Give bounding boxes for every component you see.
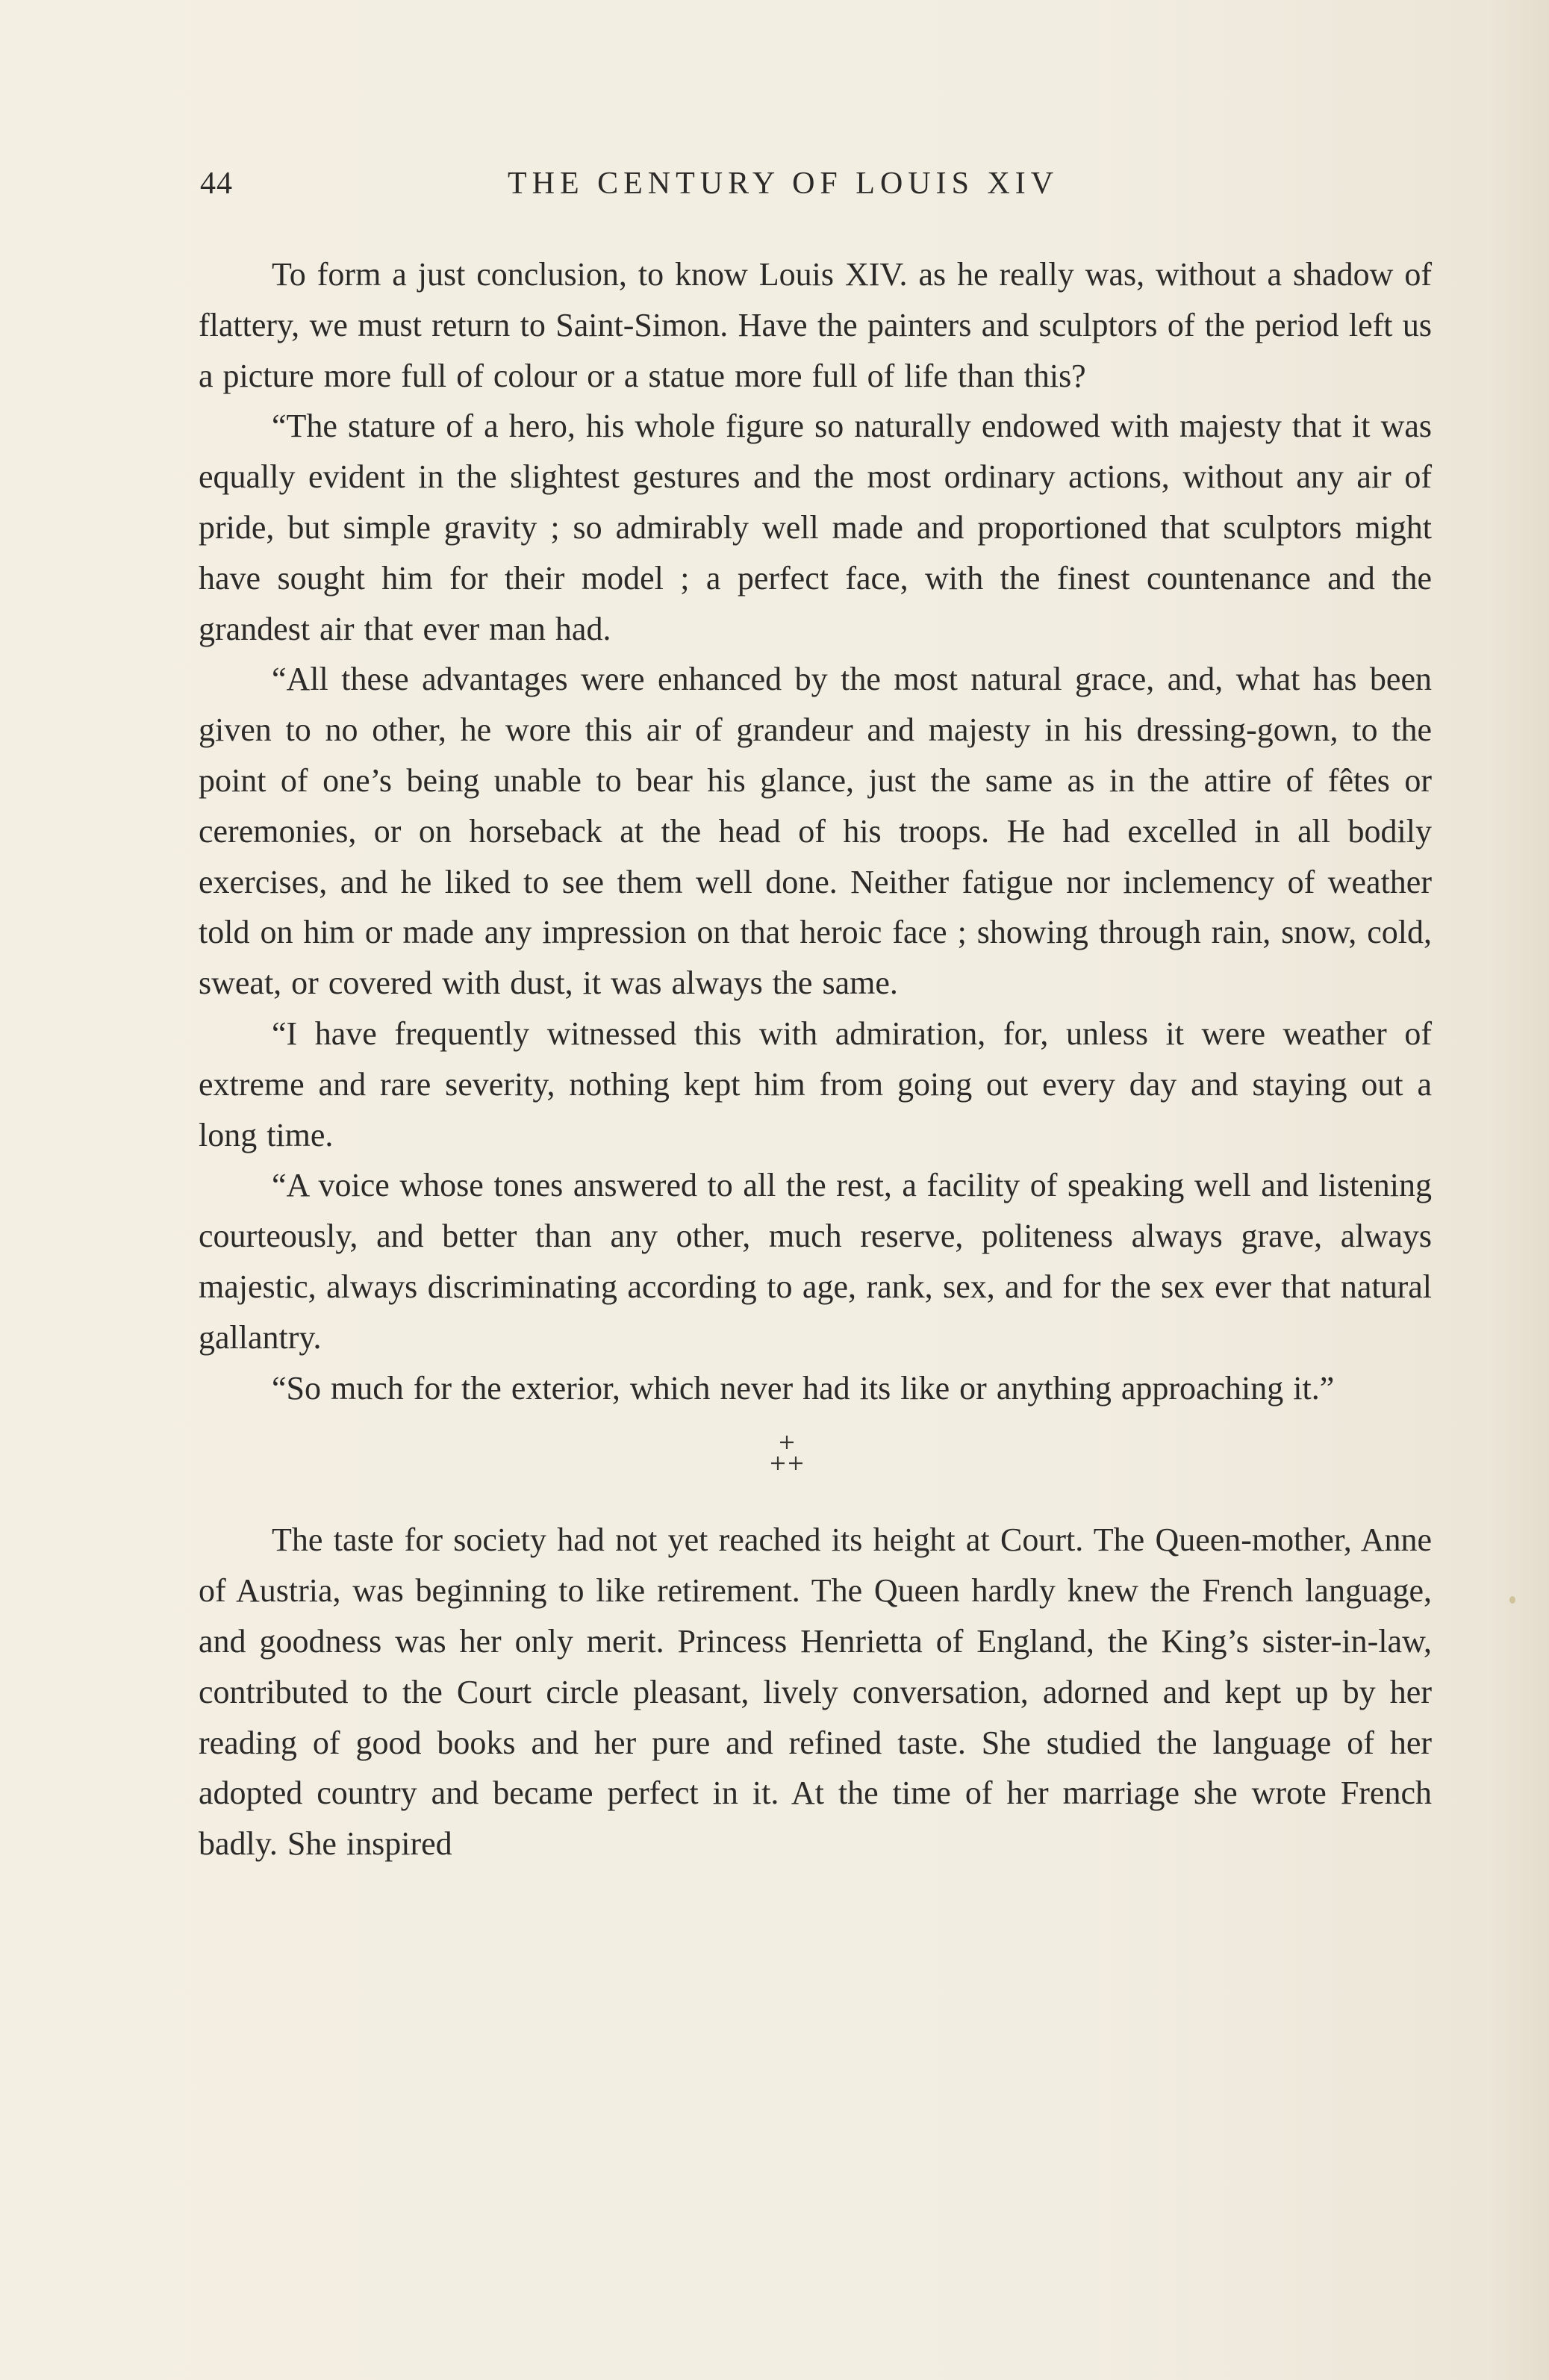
body-text — [199, 249, 1432, 1869]
paragraph: “So much for the exterior, which never had its like or anything approaching it.” — [272, 1369, 1335, 1406]
paragraph: “I have frequently witnessed this with admiration, for, unless it were weather of extreme and rare severity, nothing kept him from going out every day and staying out a long time. — [199, 1015, 1432, 1153]
paragraph: “The stature of a hero, his whole figure so naturally endowed with majesty that it was equally evident in the slightest gestures and the most ordinary actions, without any air of pride, but simple gravity ; so admirably well made and proportioned that sculptors might have sought him for their model ; a perfect face, with the finest countenance and the grandest air that ever man had. — [199, 408, 1432, 647]
paper-speck — [1509, 1596, 1515, 1604]
paragraph: To form a just conclusion, to know Louis XIV. as he really was, without a shadow of flattery, we must return to Saint-Simon. Have the painters and sculptors of the period left us a picture more full of colour or a statue more full of life than this? — [199, 256, 1432, 394]
page-header — [200, 166, 1433, 211]
running-title: THE CENTURY OF LOUIS XIV — [508, 166, 1059, 201]
section-divider — [199, 1413, 1432, 1515]
asterism-ornament-icon — [769, 1433, 805, 1477]
paragraph: The taste for society had not yet reached its height at Court. The Queen-mother, Anne of Austria, was beginning to like retirement. The Queen hardly knew the French language, and goodness was her only merit. Princess Henrietta of England, the King’s sister-in-law, contributed to the Court circle pleasant, lively conversation, adorned and kept up by her reading of good books and her pure and refined taste. She studied the language of her adopted country and became perfect in it. At the time of her marriage she wrote French badly. She inspired — [199, 1521, 1432, 1863]
paragraph: “A voice whose tones answered to all the rest, a facility of speaking well and listening courteously, and better than any other, much reserve, politeness always grave, always majestic, always discriminating according to age, rank, sex, and for the sex ever that natural gallantry. — [199, 1167, 1432, 1356]
section-two — [199, 1515, 1432, 1869]
paragraph: “All these advantages were enhanced by the most natural grace, and, what has been given to no other, he wore this air of grandeur and majesty in his dressing-gown, to the point of one’s being unable to bear his glance, just the same as in the attire of fêtes or ceremonies, or on horseback at the head of his troops. He had excelled in all bodily exercises, and he liked to see them well done. Neither fatigue nor inclemency of weather told on him or made any impression on that heroic face ; showing through rain, snow, cold, sweat, or covered with dust, it was always the same. — [199, 661, 1432, 1002]
page-number: 44 — [200, 166, 233, 201]
